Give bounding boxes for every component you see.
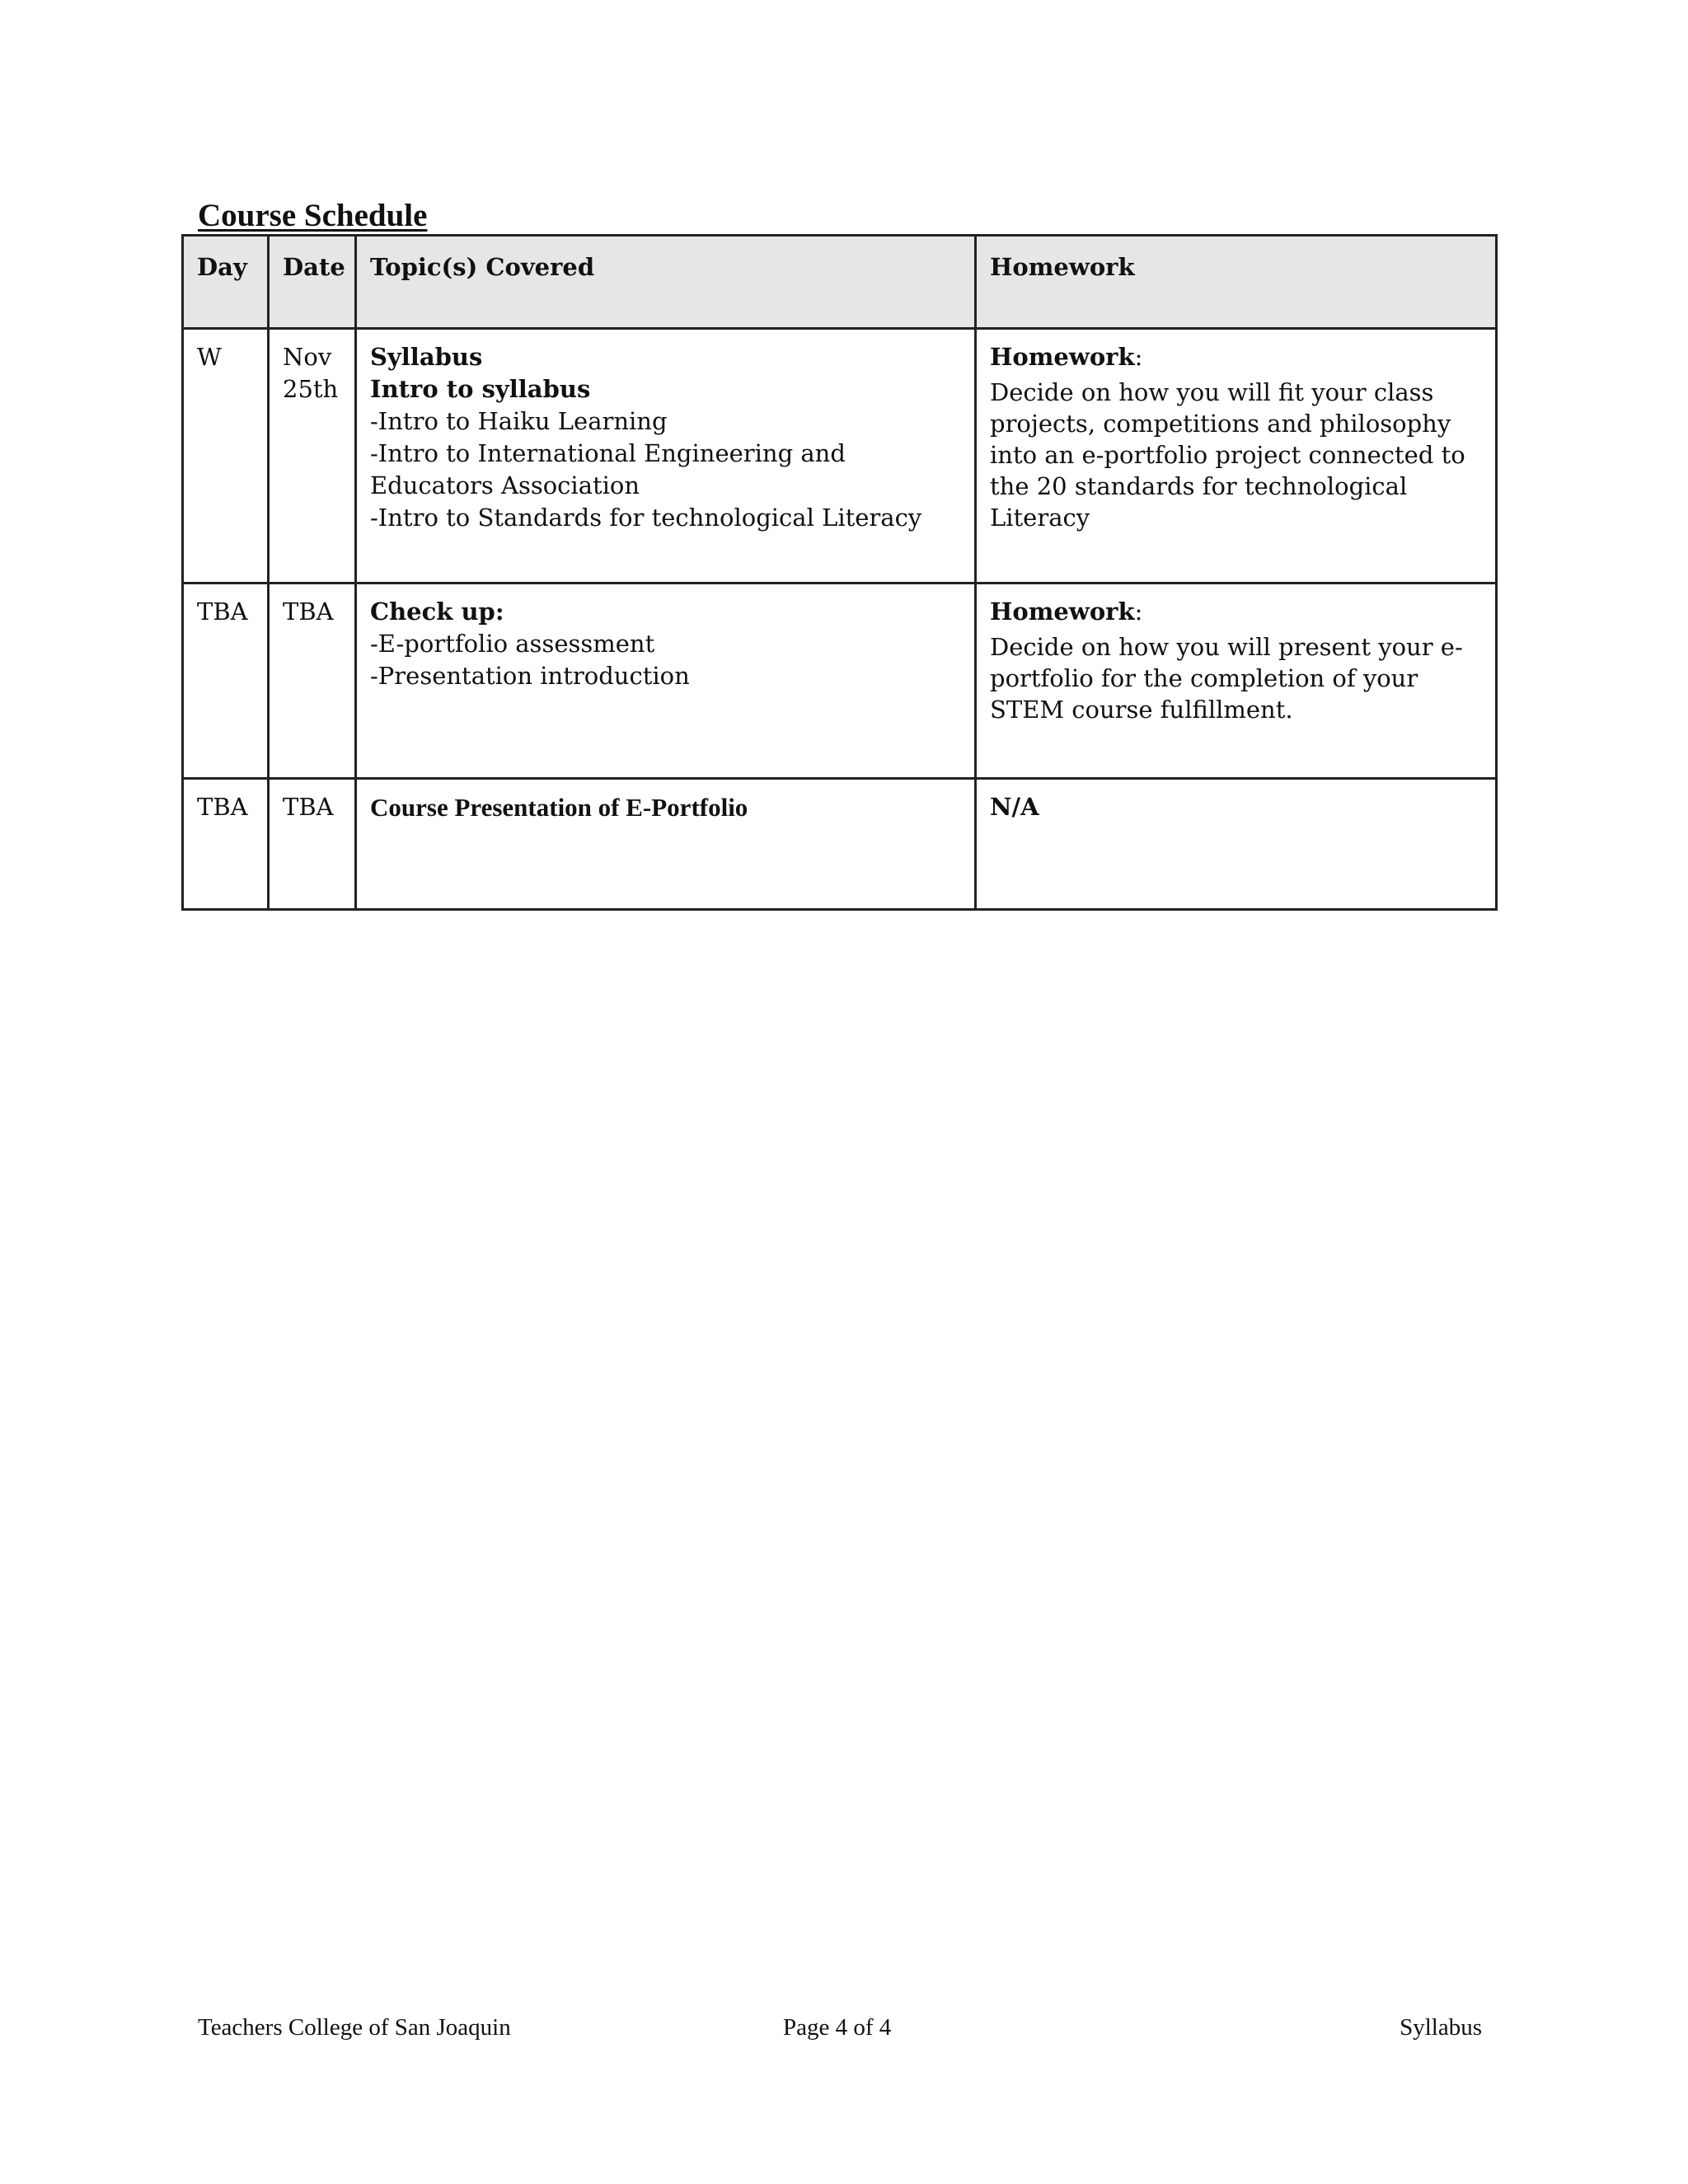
date-day: 25th xyxy=(283,375,339,403)
footer-page-number: Page 4 of 4 xyxy=(783,2014,892,2041)
cell-homework xyxy=(976,329,1497,583)
topic-item: -Intro to Haiku Learning xyxy=(370,407,668,435)
topic-item: -E-portfolio assessment xyxy=(370,630,655,658)
homework-text: Decide on how you will fit your class projects, competitions and philosophy into an e-portfolio project connected to the 20 standards for technological Literacy xyxy=(990,378,1465,532)
homework-colon: : xyxy=(1134,598,1143,626)
cell-date xyxy=(269,329,356,583)
topic-subtitle: Intro to syllabus xyxy=(370,375,591,403)
homework-text: Decide on how you will present your e-portfolio for the completion of your STEM course fulfillment. xyxy=(990,633,1463,724)
topic-item: -Intro to International Engineering and Educators Association xyxy=(370,439,846,499)
header-topic: Topic(s) Covered xyxy=(356,236,976,329)
cell-day: TBA xyxy=(183,583,269,779)
table-row xyxy=(183,583,1497,779)
cell-date: TBA xyxy=(269,779,356,910)
homework-colon: : xyxy=(1134,343,1143,371)
homework-label: Homework xyxy=(990,343,1135,371)
footer-institution: Teachers College of San Joaquin xyxy=(198,2014,511,2041)
topic-item: -Intro to Standards for technological Literacy xyxy=(370,504,922,532)
header-homework: Homework xyxy=(976,236,1497,329)
date-month: Nov xyxy=(283,343,332,371)
cell-topic xyxy=(356,779,976,910)
footer-document-type: Syllabus xyxy=(1400,2014,1482,2041)
homework-label: Homework xyxy=(990,598,1135,626)
cell-day: TBA xyxy=(183,779,269,910)
cell-homework xyxy=(976,779,1497,910)
cell-topic xyxy=(356,583,976,779)
homework-text: N/A xyxy=(990,793,1039,821)
cell-homework xyxy=(976,583,1497,779)
table-row xyxy=(183,779,1497,910)
header-day: Day xyxy=(183,236,269,329)
table-row xyxy=(183,329,1497,583)
header-date: Date xyxy=(269,236,356,329)
course-schedule-table xyxy=(181,234,1498,911)
table-header-row xyxy=(183,236,1497,329)
topic-title: Check up: xyxy=(370,598,504,626)
topic-title: Course Presentation of E-Portfolio xyxy=(370,793,748,822)
cell-topic xyxy=(356,329,976,583)
cell-date: TBA xyxy=(269,583,356,779)
cell-day: W xyxy=(183,329,269,583)
topic-title: Syllabus xyxy=(370,343,483,371)
topic-item: -Presentation introduction xyxy=(370,662,690,690)
section-title: Course Schedule xyxy=(198,198,428,233)
